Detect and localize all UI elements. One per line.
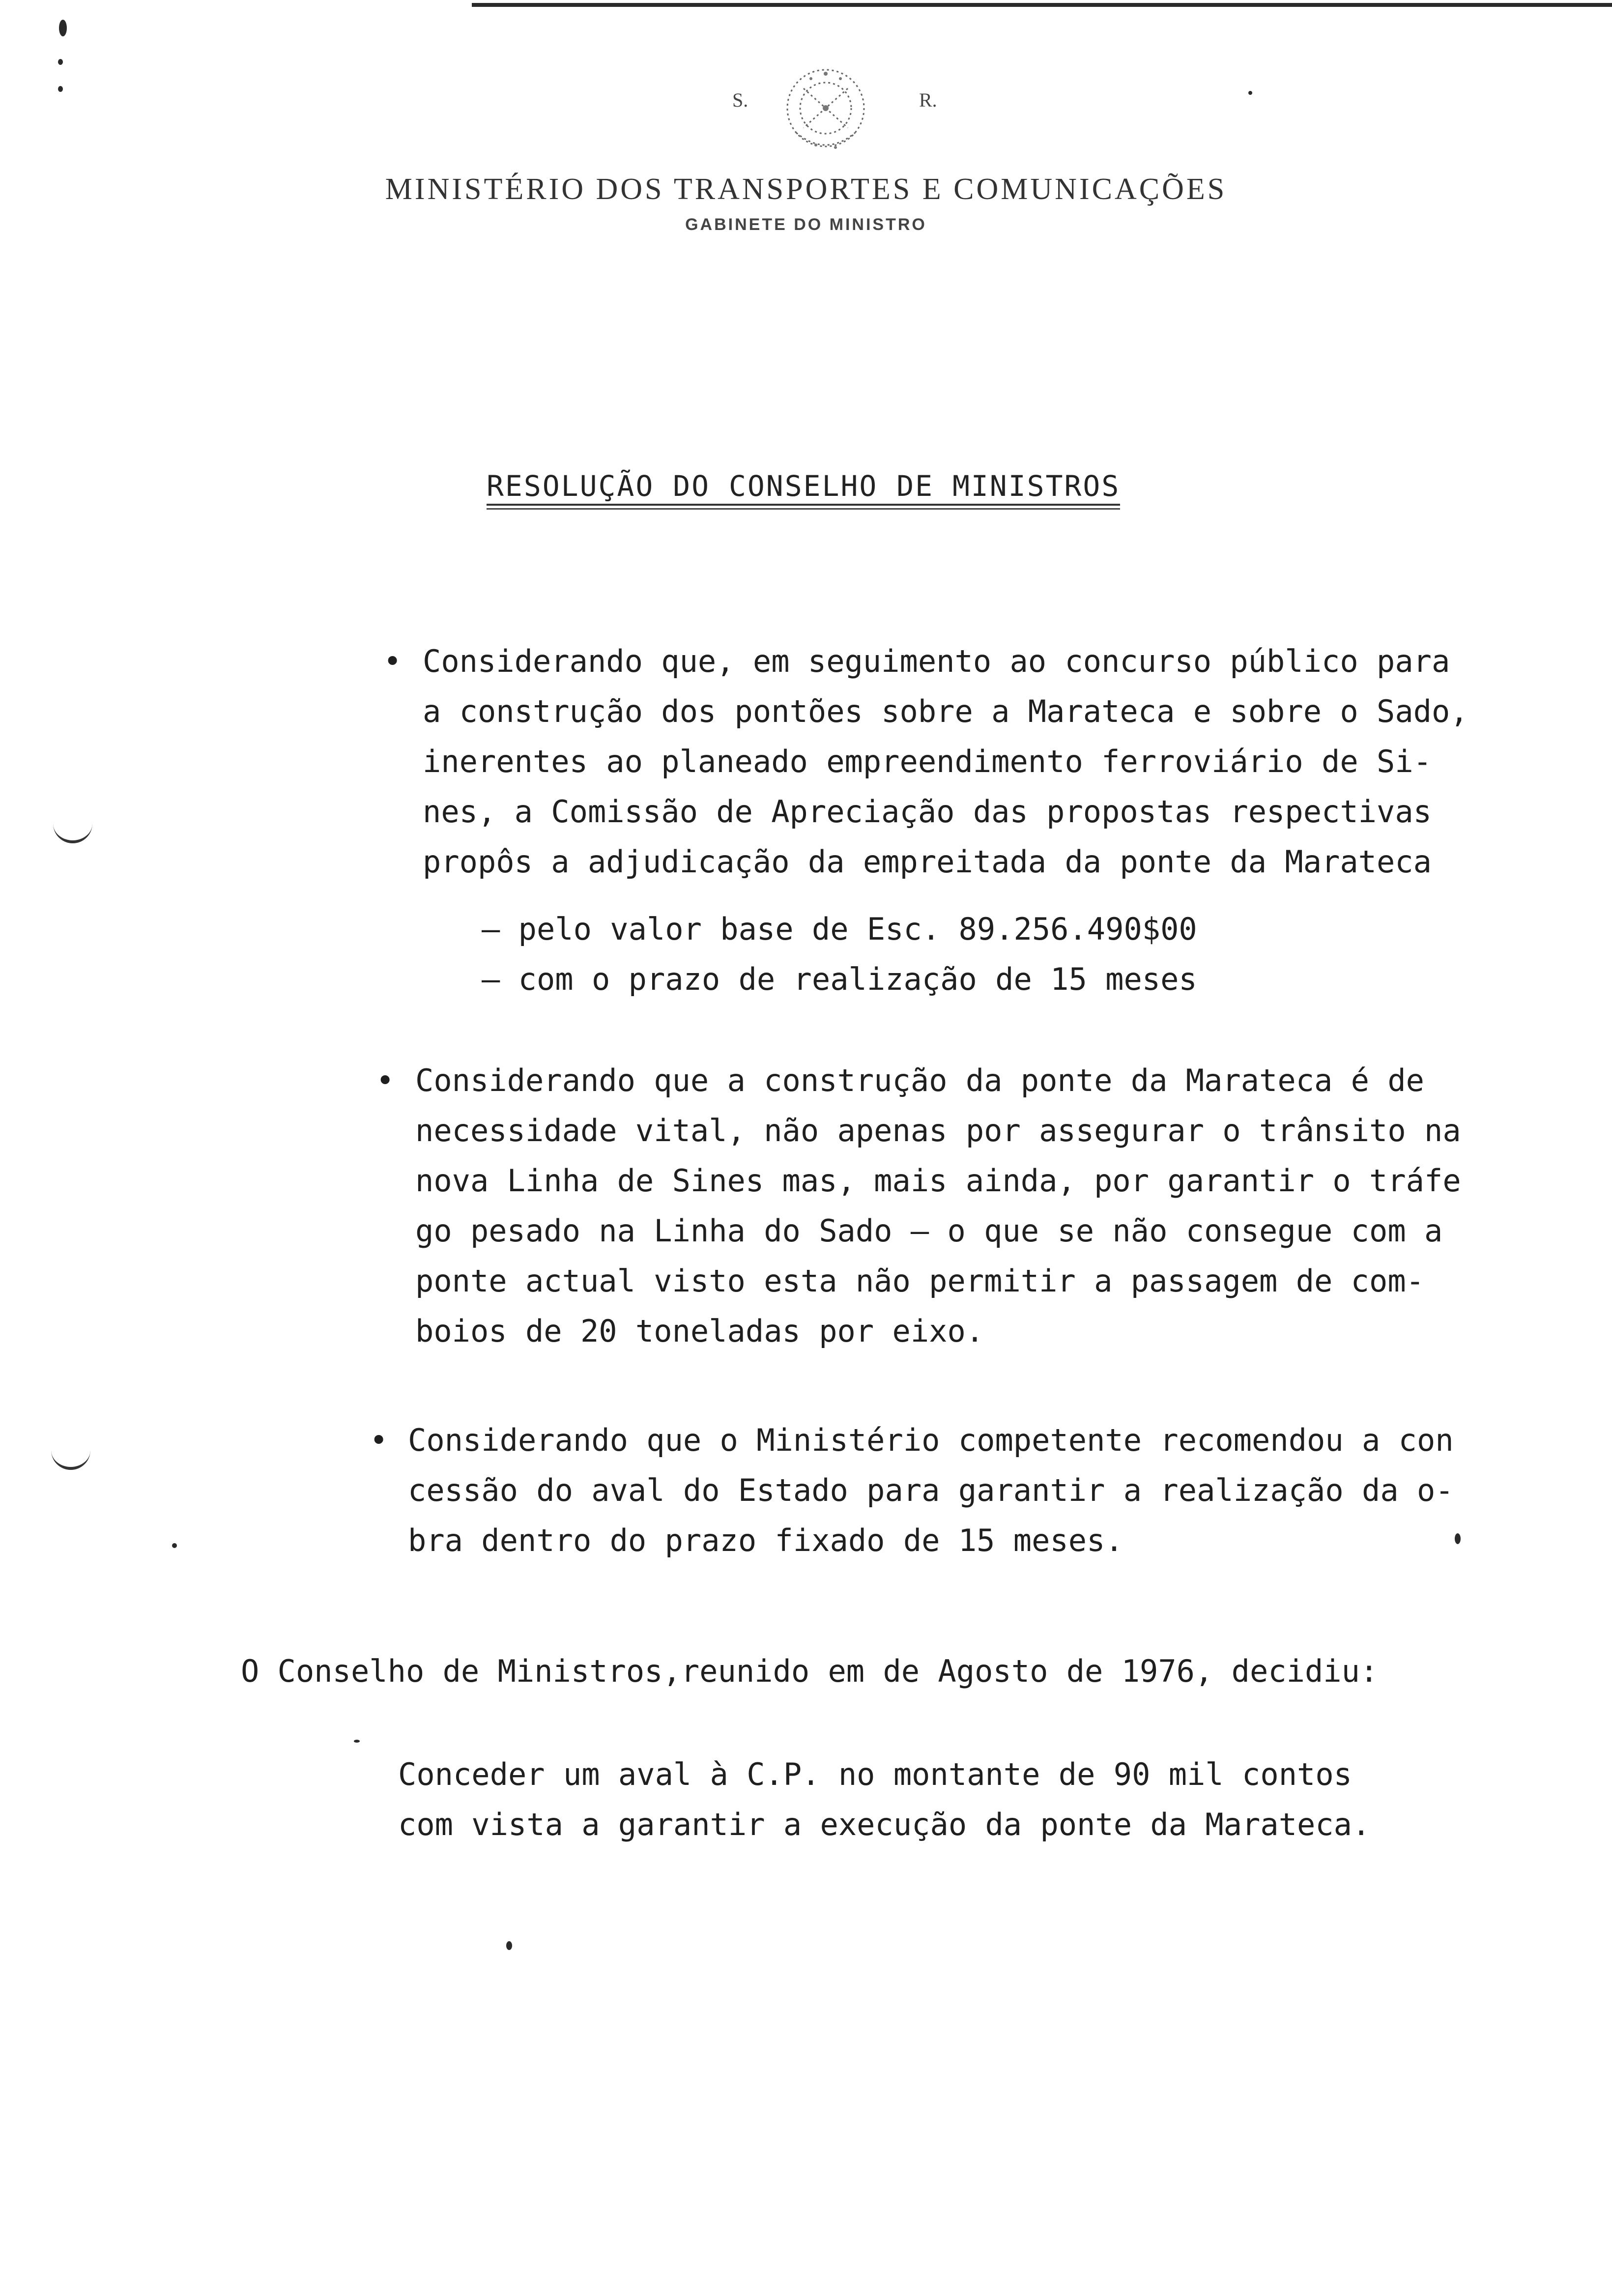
considerando-1 <box>423 636 1468 887</box>
considerando-3 <box>408 1415 1454 1566</box>
cabinet-name: GABINETE DO MINISTRO <box>685 215 927 234</box>
considerando-1-line: inerentes ao planeado empreendimento ferroviário de Si- <box>423 744 1432 779</box>
considerando-1-line: a construção dos pontões sobre a Marateca e sobre o Sado, <box>423 693 1468 729</box>
deadline-item: — com o prazo de realização de 15 meses <box>482 961 1197 997</box>
considerando-2-line: boios de 20 toneladas por eixo. <box>415 1313 984 1349</box>
decision-line: com vista a garantir a execução da ponte da Marateca. <box>398 1807 1371 1842</box>
considerando-1-line: nes, a Comissão de Apreciação das propostas respectivas <box>423 794 1432 830</box>
top-edge-rule <box>472 3 1612 7</box>
decision-lead: O Conselho de Ministros,reunido em de Agosto de 1976, decidiu: <box>241 1653 1379 1689</box>
margin-mark <box>51 1442 90 1470</box>
considerando-2-line: nova Linha de Sines mas, mais ainda, por garantir o tráfe <box>415 1163 1461 1199</box>
considerando-3-line: Considerando que o Ministério competente recomendou a con <box>408 1422 1454 1458</box>
margin-mark <box>53 816 92 843</box>
bullet-1: • <box>383 643 402 679</box>
letterhead <box>0 59 1612 256</box>
considerando-2 <box>415 1056 1461 1356</box>
base-value-item: — pelo valor base de Esc. 89.256.490$00 <box>482 911 1197 947</box>
considerando-2-line: go pesado na Linha do Sado — o que se não consegue com a <box>415 1213 1443 1249</box>
document-title: RESOLUÇÃO DO CONSELHO DE MINISTROS <box>487 469 1120 506</box>
considerando-1-line: propôs a adjudicação da empreitada da ponte da Marateca <box>423 844 1432 880</box>
ministry-name: MINISTÉRIO DOS TRANSPORTES E COMUNICAÇÕES <box>385 172 1227 206</box>
considerando-2-line: necessidade vital, não apenas por assegurar o trânsito na <box>415 1113 1461 1148</box>
considerando-2-line: ponte actual visto esta não permitir a passagem de com- <box>415 1263 1424 1299</box>
decision-body <box>398 1750 1370 1850</box>
considerando-3-line: bra dentro do prazo fixado de 15 meses. <box>408 1522 1123 1558</box>
seal-letter-r: R. <box>919 89 937 111</box>
considerando-3-line: cessão do aval do Estado para garantir a realização da o- <box>408 1472 1454 1508</box>
republic-seal-icon <box>767 59 885 167</box>
considerando-1-line: Considerando que, em seguimento ao concurso público para <box>423 643 1450 679</box>
seal-letter-s: S. <box>732 89 748 111</box>
bullet-3: • <box>370 1422 388 1458</box>
bullet-2: • <box>376 1062 395 1098</box>
considerando-1-items <box>482 904 1197 1004</box>
considerando-2-line: Considerando que a construção da ponte da Marateca é de <box>415 1062 1424 1098</box>
decision-line: Conceder um aval à C.P. no montante de 90 mil contos <box>398 1756 1353 1792</box>
